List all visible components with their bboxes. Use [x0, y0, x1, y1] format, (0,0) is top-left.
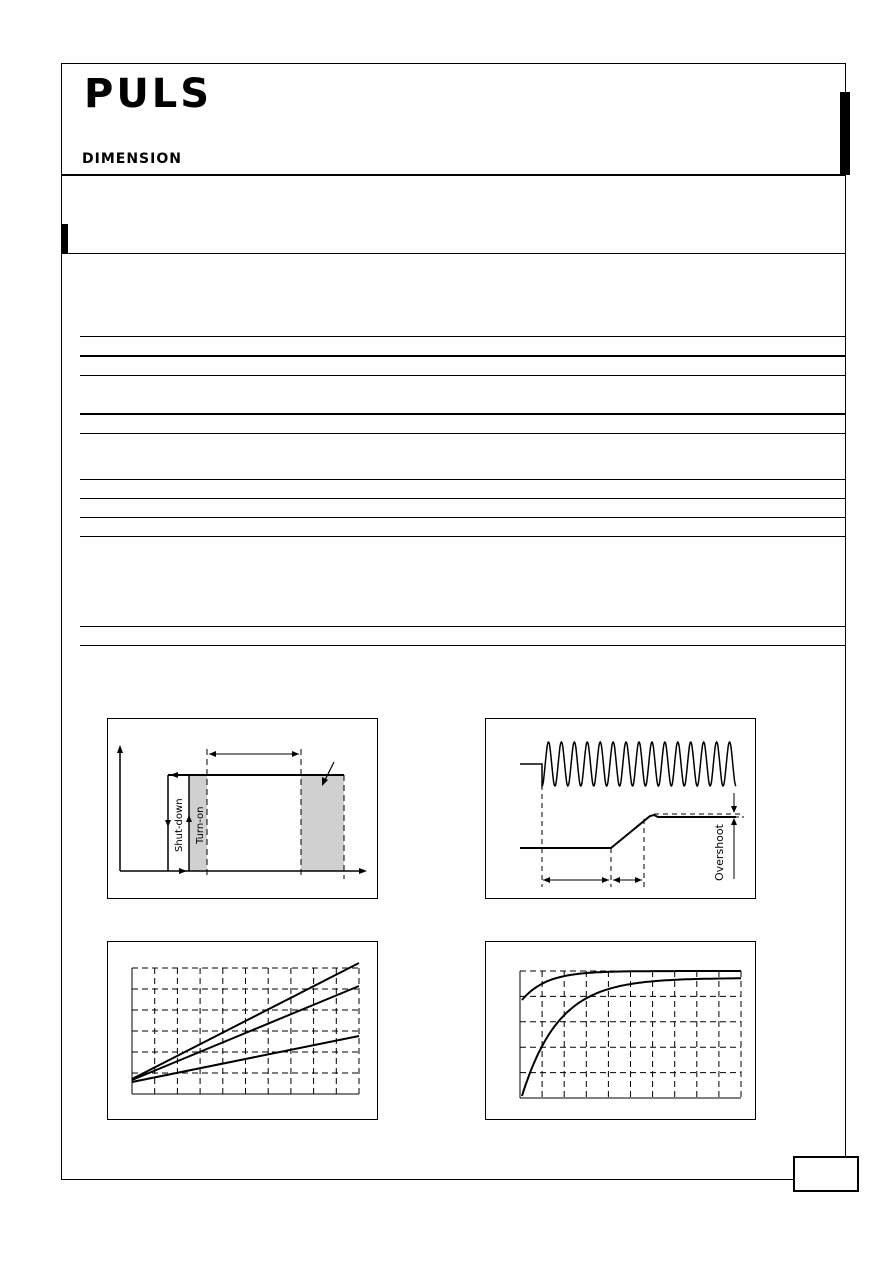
- turn-on-diagram-svg: [108, 719, 379, 900]
- shut-down-label: Shut-down: [174, 798, 185, 852]
- header-side-bar: [840, 92, 850, 175]
- brand-logo: PULS: [84, 71, 213, 117]
- saturation-curve-graph: [485, 941, 756, 1120]
- table-rule: [80, 413, 846, 415]
- section-marker: [61, 224, 68, 253]
- header-rule: [61, 174, 846, 176]
- table-rule: [80, 336, 846, 337]
- table-rule: [80, 517, 846, 518]
- table-rule: [80, 355, 846, 357]
- linear-curve-graph: [107, 941, 378, 1120]
- table-rule: [80, 375, 846, 376]
- table-rule: [80, 536, 846, 537]
- page-number-box: [793, 1156, 859, 1192]
- linear-curve-graph-svg: [108, 942, 379, 1121]
- saturation-curve-graph-svg: [486, 942, 757, 1121]
- table-rule: [80, 433, 846, 434]
- table-rule: [80, 645, 846, 646]
- overshoot-label: Overshoot: [713, 824, 726, 881]
- turn-on-label: Turn-on: [195, 806, 206, 844]
- table-rule: [80, 479, 846, 480]
- turn-on-diagram: [107, 718, 378, 899]
- overshoot-diagram: [485, 718, 756, 899]
- table-rule: [80, 626, 846, 627]
- brand-sub-logo: DIMENSION: [82, 151, 182, 167]
- section-rule: [61, 253, 846, 254]
- curve-line: [522, 971, 741, 1000]
- table-rule: [80, 498, 846, 499]
